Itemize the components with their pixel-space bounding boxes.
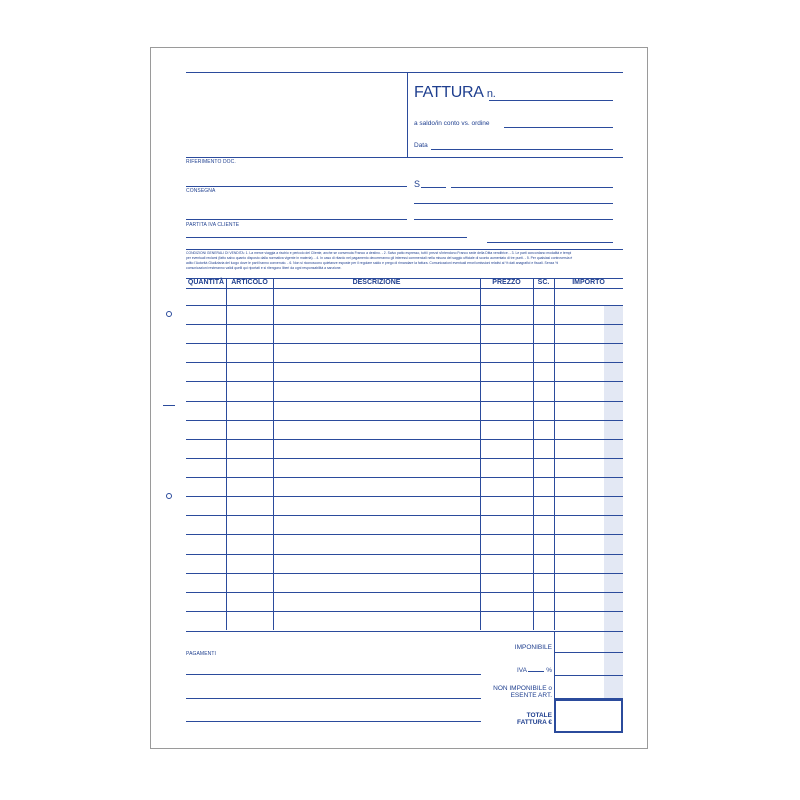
table-row[interactable] xyxy=(186,305,623,306)
col-header-description: DESCRIZIONE xyxy=(352,279,401,286)
col-divider-5 xyxy=(554,278,555,630)
addressee-field-1[interactable] xyxy=(421,187,446,188)
delivery-label: CONSEGNA xyxy=(186,188,216,194)
exempt-label-2: ESENTE ART. xyxy=(510,692,552,699)
vat-label-text: IVA xyxy=(516,667,527,674)
table-row[interactable] xyxy=(186,573,623,574)
conditions-text xyxy=(186,251,623,271)
col-divider-1 xyxy=(226,278,227,630)
fiscal-code-field[interactable] xyxy=(487,242,613,243)
payments-label: PAGAMENTI xyxy=(186,651,216,657)
table-row[interactable] xyxy=(186,477,623,478)
table-row[interactable] xyxy=(186,534,623,535)
table-row[interactable] xyxy=(186,592,623,593)
exempt-label xyxy=(491,685,552,699)
col-header-article: ARTICOLO xyxy=(231,279,268,286)
taxable-label: IMPONIBILE xyxy=(514,644,552,651)
vat-number-field[interactable] xyxy=(186,237,467,238)
payments-field-1[interactable] xyxy=(186,674,481,675)
invoice-sheet xyxy=(150,47,648,749)
col-header-discount: SC. xyxy=(537,279,550,286)
conditions-line-3: adito l'Autorità Giudiziaria del luogo dove le parti hanno convenuto. - 6. Non si riconoscono quietanze esposte per il regolare saldo e prego di rimandare la fattura. Comunicazioni eventuali errori/omissioni relativi al % dati anagrafici e fiscali. Senza % xyxy=(186,261,559,265)
conditions-line-2: per eventuali reclami (fatto salvo quanto disposto dalla normativa vigente in materia). - 4. In caso di ritardo nel pagamento decorreranno gli interessi commerciali nella misura del saggio ufficiale di sconto aumentato di tre punti. - 5. Per qualsiasi controversia è xyxy=(186,256,573,260)
table-header-rule xyxy=(186,288,623,289)
addressee-field-2[interactable] xyxy=(451,187,613,188)
order-field[interactable] xyxy=(504,127,613,128)
vat-label xyxy=(506,667,552,674)
invoice-title xyxy=(414,84,495,102)
vat-percent: % xyxy=(546,667,552,674)
table-row[interactable] xyxy=(186,343,623,344)
table-row[interactable] xyxy=(186,324,623,325)
table-row[interactable] xyxy=(186,439,623,440)
table-row[interactable] xyxy=(186,554,623,555)
header-divider xyxy=(407,72,408,157)
header-bottom-rule xyxy=(186,157,623,158)
table-row[interactable] xyxy=(186,401,623,402)
totals-top-rule xyxy=(186,631,623,632)
payments-field-3[interactable] xyxy=(186,721,481,722)
total-label-1: TOTALE xyxy=(526,712,552,719)
total-label xyxy=(491,712,552,726)
binding-hole-top xyxy=(166,311,172,317)
binding-hole-bottom xyxy=(166,493,172,499)
address-field-2[interactable] xyxy=(186,219,407,220)
fold-mark xyxy=(163,405,175,406)
payments-field-2[interactable] xyxy=(186,698,481,699)
reference-field[interactable] xyxy=(186,186,407,187)
table-row[interactable] xyxy=(186,381,623,382)
address-field-1[interactable] xyxy=(414,203,613,204)
totals-shade xyxy=(604,632,623,698)
table-row[interactable] xyxy=(186,458,623,459)
conditions-top-rule xyxy=(186,249,623,250)
date-field[interactable] xyxy=(431,149,613,150)
amount-shade xyxy=(604,305,623,631)
conditions-line-1: CONDIZIONI GENERALI DI VENDITA: 1. La merce viaggia a rischio e pericolo del Cliente, anche se convenuta Franco a destino. - 2. Salvo patto espresso, tutti i prezzi s'intendono Franco sede della Ditta venditrice. - 3. Le parti concordano modalità e tempi xyxy=(186,251,572,255)
invoice-number-field[interactable] xyxy=(489,100,613,101)
col-divider-3 xyxy=(480,278,481,630)
exempt-label-1: NON IMPONIBILE o xyxy=(493,685,552,692)
table-row[interactable] xyxy=(186,515,623,516)
col-header-price: PREZZO xyxy=(492,279,521,286)
table-row[interactable] xyxy=(186,420,623,421)
col-divider-4 xyxy=(533,278,534,630)
invoice-title-text: FATTURA xyxy=(414,84,483,101)
col-header-amount: IMPORTO xyxy=(572,279,605,286)
vat-number-label: PARTITA IVA CLIENTE xyxy=(186,222,240,228)
table-row[interactable] xyxy=(186,611,623,612)
reference-label: RIFERIMENTO DOC. xyxy=(186,159,236,165)
col-header-quantity: QUANTITÀ xyxy=(187,279,225,286)
address-field-3[interactable] xyxy=(414,219,613,220)
taxable-rule xyxy=(554,652,623,653)
total-label-2: FATTURA € xyxy=(516,719,552,726)
conditions-line-4: comunicazioni resteranno validi quelli qui riportati e si ritengono liberi da ogni responsabilità a sanzione. xyxy=(186,266,342,270)
table-row[interactable] xyxy=(186,362,623,363)
header-top-rule xyxy=(186,72,623,73)
total-amount-box[interactable] xyxy=(554,699,623,733)
addressee-label: S xyxy=(414,179,421,189)
invoice-number-label: n. xyxy=(486,88,496,100)
table-row[interactable] xyxy=(186,496,623,497)
order-label: a saldo/in conto vs. ordine xyxy=(414,120,490,127)
vat-rule xyxy=(554,675,623,676)
col-divider-2 xyxy=(273,278,274,630)
date-label: Data xyxy=(414,142,428,149)
